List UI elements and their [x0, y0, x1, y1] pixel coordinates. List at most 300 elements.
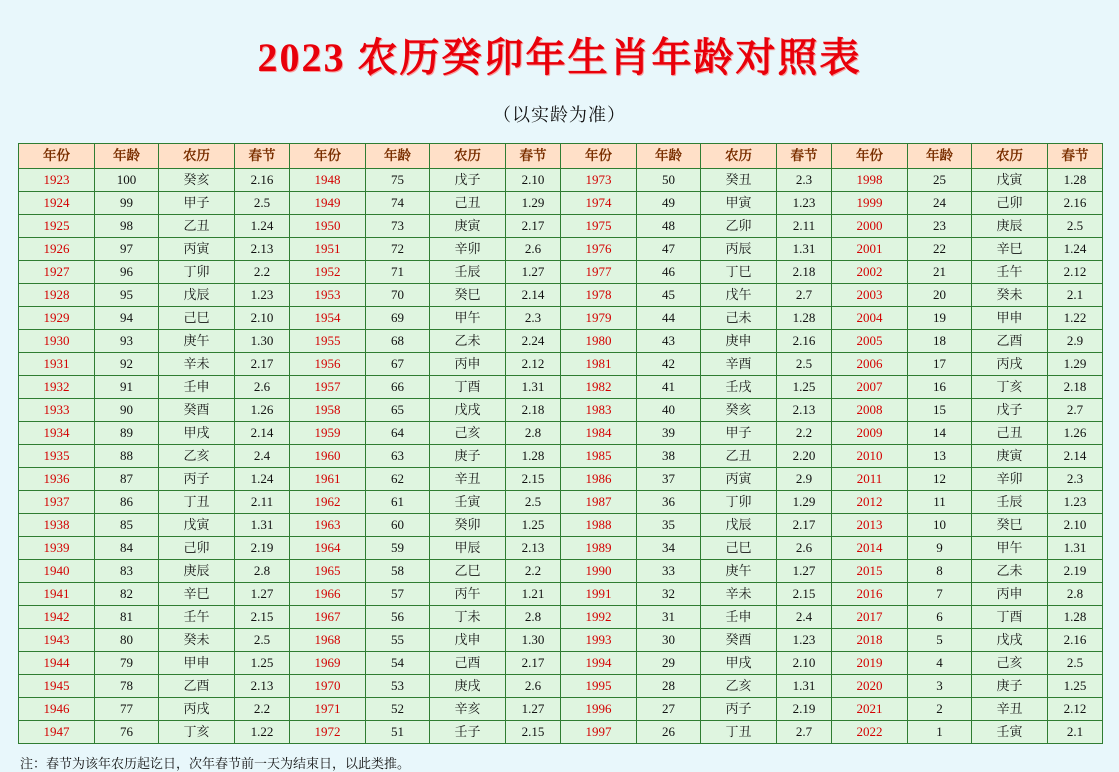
- cell-year: 1955: [290, 330, 366, 353]
- table-row: [19, 422, 1103, 445]
- cell-age: 5: [908, 629, 972, 652]
- cell-age: 1: [908, 721, 972, 744]
- cell-age: 64: [366, 422, 430, 445]
- cell-year: 2019: [832, 652, 908, 675]
- cell-year: 2021: [832, 698, 908, 721]
- cell-spring-festival: 2.13: [777, 399, 832, 422]
- cell-year: 1999: [832, 192, 908, 215]
- cell-age: 75: [366, 169, 430, 192]
- cell-age: 82: [95, 583, 159, 606]
- cell-lunar: 癸未: [159, 629, 235, 652]
- cell-year: 1974: [561, 192, 637, 215]
- cell-age: 15: [908, 399, 972, 422]
- cell-spring-festival: 2.19: [777, 698, 832, 721]
- zodiac-age-table-container: [18, 143, 1101, 744]
- cell-year: 1970: [290, 675, 366, 698]
- cell-age: 2: [908, 698, 972, 721]
- cell-year: 1940: [19, 560, 95, 583]
- cell-year: 1966: [290, 583, 366, 606]
- cell-spring-festival: 2.14: [1048, 445, 1103, 468]
- cell-spring-festival: 2.5: [777, 353, 832, 376]
- cell-spring-festival: 2.5: [235, 629, 290, 652]
- cell-spring-festival: 2.15: [235, 606, 290, 629]
- cell-spring-festival: 2.8: [506, 606, 561, 629]
- cell-spring-festival: 1.21: [506, 583, 561, 606]
- cell-age: 99: [95, 192, 159, 215]
- table-row: [19, 284, 1103, 307]
- cell-spring-festival: 2.18: [777, 261, 832, 284]
- cell-age: 70: [366, 284, 430, 307]
- table-row: [19, 238, 1103, 261]
- cell-age: 87: [95, 468, 159, 491]
- cell-age: 59: [366, 537, 430, 560]
- cell-year: 2022: [832, 721, 908, 744]
- cell-age: 94: [95, 307, 159, 330]
- cell-year: 1965: [290, 560, 366, 583]
- cell-year: 1959: [290, 422, 366, 445]
- table-row: [19, 698, 1103, 721]
- cell-age: 31: [637, 606, 701, 629]
- cell-year: 2012: [832, 491, 908, 514]
- cell-age: 91: [95, 376, 159, 399]
- cell-lunar: 丙寅: [701, 468, 777, 491]
- table-row: [19, 261, 1103, 284]
- cell-lunar: 壬子: [430, 721, 506, 744]
- cell-lunar: 癸酉: [701, 629, 777, 652]
- cell-year: 1947: [19, 721, 95, 744]
- cell-year: 1978: [561, 284, 637, 307]
- cell-age: 46: [637, 261, 701, 284]
- cell-lunar: 癸酉: [159, 399, 235, 422]
- cell-lunar: 丙寅: [159, 238, 235, 261]
- cell-lunar: 丁酉: [972, 606, 1048, 629]
- cell-lunar: 己丑: [430, 192, 506, 215]
- cell-year: 2017: [832, 606, 908, 629]
- column-header: 农历: [430, 144, 506, 169]
- column-header: 农历: [972, 144, 1048, 169]
- cell-lunar: 己酉: [430, 652, 506, 675]
- cell-spring-festival: 2.19: [235, 537, 290, 560]
- cell-age: 8: [908, 560, 972, 583]
- cell-year: 1973: [561, 169, 637, 192]
- cell-spring-festival: 2.2: [235, 261, 290, 284]
- cell-age: 93: [95, 330, 159, 353]
- cell-lunar: 丙辰: [701, 238, 777, 261]
- cell-spring-festival: 1.24: [235, 468, 290, 491]
- cell-lunar: 庚午: [701, 560, 777, 583]
- cell-lunar: 癸卯: [430, 514, 506, 537]
- cell-age: 9: [908, 537, 972, 560]
- cell-lunar: 庚午: [159, 330, 235, 353]
- cell-spring-festival: 2.15: [506, 721, 561, 744]
- cell-year: 2016: [832, 583, 908, 606]
- cell-age: 42: [637, 353, 701, 376]
- cell-year: 1968: [290, 629, 366, 652]
- table-header: [19, 144, 1103, 169]
- cell-lunar: 甲戌: [159, 422, 235, 445]
- cell-year: 1982: [561, 376, 637, 399]
- table-row: [19, 376, 1103, 399]
- cell-spring-festival: 1.25: [506, 514, 561, 537]
- cell-age: 45: [637, 284, 701, 307]
- cell-spring-festival: 1.24: [1048, 238, 1103, 261]
- cell-spring-festival: 1.29: [1048, 353, 1103, 376]
- column-header: 春节: [1048, 144, 1103, 169]
- cell-age: 90: [95, 399, 159, 422]
- cell-year: 2008: [832, 399, 908, 422]
- column-header: 年龄: [637, 144, 701, 169]
- cell-spring-festival: 1.23: [777, 192, 832, 215]
- cell-year: 1956: [290, 353, 366, 376]
- cell-spring-festival: 2.17: [777, 514, 832, 537]
- page-title: 2023 农历癸卯年生肖年龄对照表: [257, 35, 862, 80]
- table-row: [19, 307, 1103, 330]
- cell-year: 2005: [832, 330, 908, 353]
- cell-year: 1942: [19, 606, 95, 629]
- cell-year: 2004: [832, 307, 908, 330]
- cell-spring-festival: 2.9: [1048, 330, 1103, 353]
- column-header: 年份: [19, 144, 95, 169]
- cell-age: 20: [908, 284, 972, 307]
- cell-age: 49: [637, 192, 701, 215]
- cell-age: 14: [908, 422, 972, 445]
- cell-year: 1977: [561, 261, 637, 284]
- cell-year: 1952: [290, 261, 366, 284]
- cell-age: 83: [95, 560, 159, 583]
- cell-year: 1967: [290, 606, 366, 629]
- cell-age: 39: [637, 422, 701, 445]
- cell-age: 26: [637, 721, 701, 744]
- cell-age: 51: [366, 721, 430, 744]
- cell-lunar: 己卯: [972, 192, 1048, 215]
- column-header: 年龄: [366, 144, 430, 169]
- cell-lunar: 壬寅: [972, 721, 1048, 744]
- cell-age: 56: [366, 606, 430, 629]
- cell-spring-festival: 2.16: [1048, 629, 1103, 652]
- cell-year: 2002: [832, 261, 908, 284]
- cell-lunar: 辛巳: [972, 238, 1048, 261]
- cell-spring-festival: 1.23: [777, 629, 832, 652]
- cell-year: 2020: [832, 675, 908, 698]
- cell-spring-festival: 2.2: [235, 698, 290, 721]
- cell-year: 1995: [561, 675, 637, 698]
- cell-year: 1951: [290, 238, 366, 261]
- cell-spring-festival: 2.1: [1048, 284, 1103, 307]
- cell-year: 1994: [561, 652, 637, 675]
- cell-year: 1972: [290, 721, 366, 744]
- cell-year: 1932: [19, 376, 95, 399]
- cell-year: 1960: [290, 445, 366, 468]
- cell-age: 10: [908, 514, 972, 537]
- cell-age: 97: [95, 238, 159, 261]
- cell-lunar: 丁巳: [701, 261, 777, 284]
- cell-age: 78: [95, 675, 159, 698]
- cell-lunar: 辛丑: [430, 468, 506, 491]
- table-row: [19, 192, 1103, 215]
- cell-age: 62: [366, 468, 430, 491]
- cell-spring-festival: 1.29: [506, 192, 561, 215]
- cell-lunar: 戊寅: [159, 514, 235, 537]
- cell-age: 92: [95, 353, 159, 376]
- cell-age: 57: [366, 583, 430, 606]
- cell-year: 1971: [290, 698, 366, 721]
- cell-lunar: 己未: [701, 307, 777, 330]
- cell-age: 85: [95, 514, 159, 537]
- cell-spring-festival: 2.11: [235, 491, 290, 514]
- cell-year: 1991: [561, 583, 637, 606]
- cell-age: 33: [637, 560, 701, 583]
- cell-spring-festival: 2.13: [235, 675, 290, 698]
- cell-lunar: 戊戌: [430, 399, 506, 422]
- cell-spring-festival: 1.27: [506, 698, 561, 721]
- cell-year: 1927: [19, 261, 95, 284]
- cell-age: 100: [95, 169, 159, 192]
- cell-lunar: 癸巳: [972, 514, 1048, 537]
- cell-spring-festival: 2.14: [506, 284, 561, 307]
- cell-year: 1923: [19, 169, 95, 192]
- cell-year: 1933: [19, 399, 95, 422]
- column-header: 年龄: [908, 144, 972, 169]
- cell-lunar: 甲午: [430, 307, 506, 330]
- cell-age: 65: [366, 399, 430, 422]
- cell-age: 95: [95, 284, 159, 307]
- cell-lunar: 丁卯: [159, 261, 235, 284]
- cell-lunar: 癸亥: [701, 399, 777, 422]
- cell-spring-festival: 2.17: [506, 215, 561, 238]
- cell-spring-festival: 2.8: [506, 422, 561, 445]
- cell-lunar: 壬戌: [701, 376, 777, 399]
- table-row: [19, 215, 1103, 238]
- cell-year: 1983: [561, 399, 637, 422]
- cell-lunar: 辛巳: [159, 583, 235, 606]
- cell-spring-festival: 1.26: [1048, 422, 1103, 445]
- cell-lunar: 庚寅: [430, 215, 506, 238]
- cell-age: 63: [366, 445, 430, 468]
- cell-year: 1944: [19, 652, 95, 675]
- cell-lunar: 戊申: [430, 629, 506, 652]
- table-row: [19, 560, 1103, 583]
- cell-lunar: 乙卯: [701, 215, 777, 238]
- cell-age: 48: [637, 215, 701, 238]
- table-row: [19, 491, 1103, 514]
- table-body: [19, 169, 1103, 744]
- cell-lunar: 辛卯: [972, 468, 1048, 491]
- cell-age: 36: [637, 491, 701, 514]
- cell-age: 54: [366, 652, 430, 675]
- cell-lunar: 庚子: [972, 675, 1048, 698]
- cell-year: 1985: [561, 445, 637, 468]
- cell-lunar: 辛未: [701, 583, 777, 606]
- cell-age: 71: [366, 261, 430, 284]
- cell-year: 1958: [290, 399, 366, 422]
- table-row: [19, 330, 1103, 353]
- cell-year: 1925: [19, 215, 95, 238]
- cell-year: 1988: [561, 514, 637, 537]
- cell-age: 29: [637, 652, 701, 675]
- cell-spring-festival: 2.16: [235, 169, 290, 192]
- cell-spring-festival: 2.16: [777, 330, 832, 353]
- cell-spring-festival: 1.25: [235, 652, 290, 675]
- cell-year: 1939: [19, 537, 95, 560]
- cell-spring-festival: 1.22: [1048, 307, 1103, 330]
- cell-lunar: 戊子: [430, 169, 506, 192]
- cell-age: 73: [366, 215, 430, 238]
- cell-lunar: 己巳: [159, 307, 235, 330]
- cell-year: 1949: [290, 192, 366, 215]
- cell-lunar: 戊戌: [972, 629, 1048, 652]
- cell-age: 3: [908, 675, 972, 698]
- cell-lunar: 乙巳: [430, 560, 506, 583]
- cell-age: 47: [637, 238, 701, 261]
- cell-spring-festival: 1.25: [777, 376, 832, 399]
- cell-lunar: 丙申: [430, 353, 506, 376]
- cell-lunar: 庚戌: [430, 675, 506, 698]
- cell-spring-festival: 1.28: [1048, 606, 1103, 629]
- cell-year: 1981: [561, 353, 637, 376]
- cell-lunar: 丁酉: [430, 376, 506, 399]
- cell-spring-festival: 2.8: [1048, 583, 1103, 606]
- cell-lunar: 乙亥: [159, 445, 235, 468]
- cell-age: 98: [95, 215, 159, 238]
- cell-spring-festival: 2.5: [1048, 652, 1103, 675]
- cell-spring-festival: 2.12: [1048, 698, 1103, 721]
- table-row: [19, 629, 1103, 652]
- table-row: [19, 514, 1103, 537]
- cell-year: 1997: [561, 721, 637, 744]
- cell-year: 1924: [19, 192, 95, 215]
- cell-lunar: 丙子: [159, 468, 235, 491]
- cell-lunar: 己亥: [972, 652, 1048, 675]
- cell-age: 43: [637, 330, 701, 353]
- cell-spring-festival: 2.19: [1048, 560, 1103, 583]
- cell-lunar: 壬申: [159, 376, 235, 399]
- cell-lunar: 丁丑: [159, 491, 235, 514]
- cell-lunar: 辛丑: [972, 698, 1048, 721]
- column-header: 农历: [159, 144, 235, 169]
- cell-year: 1943: [19, 629, 95, 652]
- cell-year: 2001: [832, 238, 908, 261]
- cell-year: 1946: [19, 698, 95, 721]
- cell-year: 2015: [832, 560, 908, 583]
- cell-year: 2010: [832, 445, 908, 468]
- cell-spring-festival: 2.10: [506, 169, 561, 192]
- cell-lunar: 庚辰: [159, 560, 235, 583]
- cell-spring-festival: 2.12: [1048, 261, 1103, 284]
- cell-age: 17: [908, 353, 972, 376]
- column-header: 春节: [235, 144, 290, 169]
- cell-lunar: 戊寅: [972, 169, 1048, 192]
- cell-year: 1954: [290, 307, 366, 330]
- cell-age: 86: [95, 491, 159, 514]
- cell-lunar: 乙酉: [159, 675, 235, 698]
- cell-lunar: 戊午: [701, 284, 777, 307]
- cell-lunar: 壬辰: [430, 261, 506, 284]
- cell-spring-festival: 1.22: [235, 721, 290, 744]
- cell-lunar: 戊子: [972, 399, 1048, 422]
- column-header: 年份: [561, 144, 637, 169]
- cell-age: 18: [908, 330, 972, 353]
- cell-lunar: 丙午: [430, 583, 506, 606]
- cell-age: 16: [908, 376, 972, 399]
- cell-age: 32: [637, 583, 701, 606]
- cell-year: 1998: [832, 169, 908, 192]
- cell-age: 11: [908, 491, 972, 514]
- cell-lunar: 壬寅: [430, 491, 506, 514]
- cell-lunar: 甲申: [972, 307, 1048, 330]
- cell-age: 81: [95, 606, 159, 629]
- cell-year: 1948: [290, 169, 366, 192]
- cell-age: 55: [366, 629, 430, 652]
- cell-spring-festival: 2.6: [506, 238, 561, 261]
- cell-age: 27: [637, 698, 701, 721]
- cell-spring-festival: 2.11: [777, 215, 832, 238]
- cell-spring-festival: 2.13: [506, 537, 561, 560]
- table-header-row: [19, 144, 1103, 169]
- cell-lunar: 乙未: [430, 330, 506, 353]
- cell-spring-festival: 2.18: [1048, 376, 1103, 399]
- table-row: [19, 399, 1103, 422]
- cell-lunar: 丁未: [430, 606, 506, 629]
- cell-spring-festival: 2.16: [1048, 192, 1103, 215]
- cell-year: 2013: [832, 514, 908, 537]
- cell-spring-festival: 2.17: [235, 353, 290, 376]
- cell-age: 88: [95, 445, 159, 468]
- cell-lunar: 丙申: [972, 583, 1048, 606]
- cell-year: 2000: [832, 215, 908, 238]
- cell-year: 1945: [19, 675, 95, 698]
- cell-lunar: 庚子: [430, 445, 506, 468]
- cell-spring-festival: 1.27: [235, 583, 290, 606]
- cell-year: 1975: [561, 215, 637, 238]
- cell-lunar: 辛亥: [430, 698, 506, 721]
- cell-age: 89: [95, 422, 159, 445]
- cell-age: 96: [95, 261, 159, 284]
- cell-age: 80: [95, 629, 159, 652]
- cell-year: 2018: [832, 629, 908, 652]
- cell-spring-festival: 2.14: [235, 422, 290, 445]
- cell-year: 1961: [290, 468, 366, 491]
- cell-lunar: 乙酉: [972, 330, 1048, 353]
- cell-lunar: 己巳: [701, 537, 777, 560]
- cell-spring-festival: 1.28: [506, 445, 561, 468]
- cell-year: 1986: [561, 468, 637, 491]
- cell-year: 1984: [561, 422, 637, 445]
- cell-year: 2011: [832, 468, 908, 491]
- cell-year: 1926: [19, 238, 95, 261]
- cell-spring-festival: 2.4: [235, 445, 290, 468]
- cell-age: 76: [95, 721, 159, 744]
- cell-lunar: 丙戌: [972, 353, 1048, 376]
- cell-spring-festival: 1.28: [1048, 169, 1103, 192]
- cell-spring-festival: 2.17: [506, 652, 561, 675]
- cell-age: 12: [908, 468, 972, 491]
- column-header: 春节: [506, 144, 561, 169]
- cell-age: 23: [908, 215, 972, 238]
- cell-spring-festival: 1.23: [235, 284, 290, 307]
- cell-year: 1980: [561, 330, 637, 353]
- cell-spring-festival: 2.5: [1048, 215, 1103, 238]
- cell-spring-festival: 2.3: [777, 169, 832, 192]
- table-row: [19, 353, 1103, 376]
- table-row: [19, 169, 1103, 192]
- cell-lunar: 辛卯: [430, 238, 506, 261]
- cell-spring-festival: 2.2: [506, 560, 561, 583]
- cell-age: 50: [637, 169, 701, 192]
- cell-lunar: 壬申: [701, 606, 777, 629]
- cell-age: 37: [637, 468, 701, 491]
- cell-lunar: 丁卯: [701, 491, 777, 514]
- cell-spring-festival: 2.2: [777, 422, 832, 445]
